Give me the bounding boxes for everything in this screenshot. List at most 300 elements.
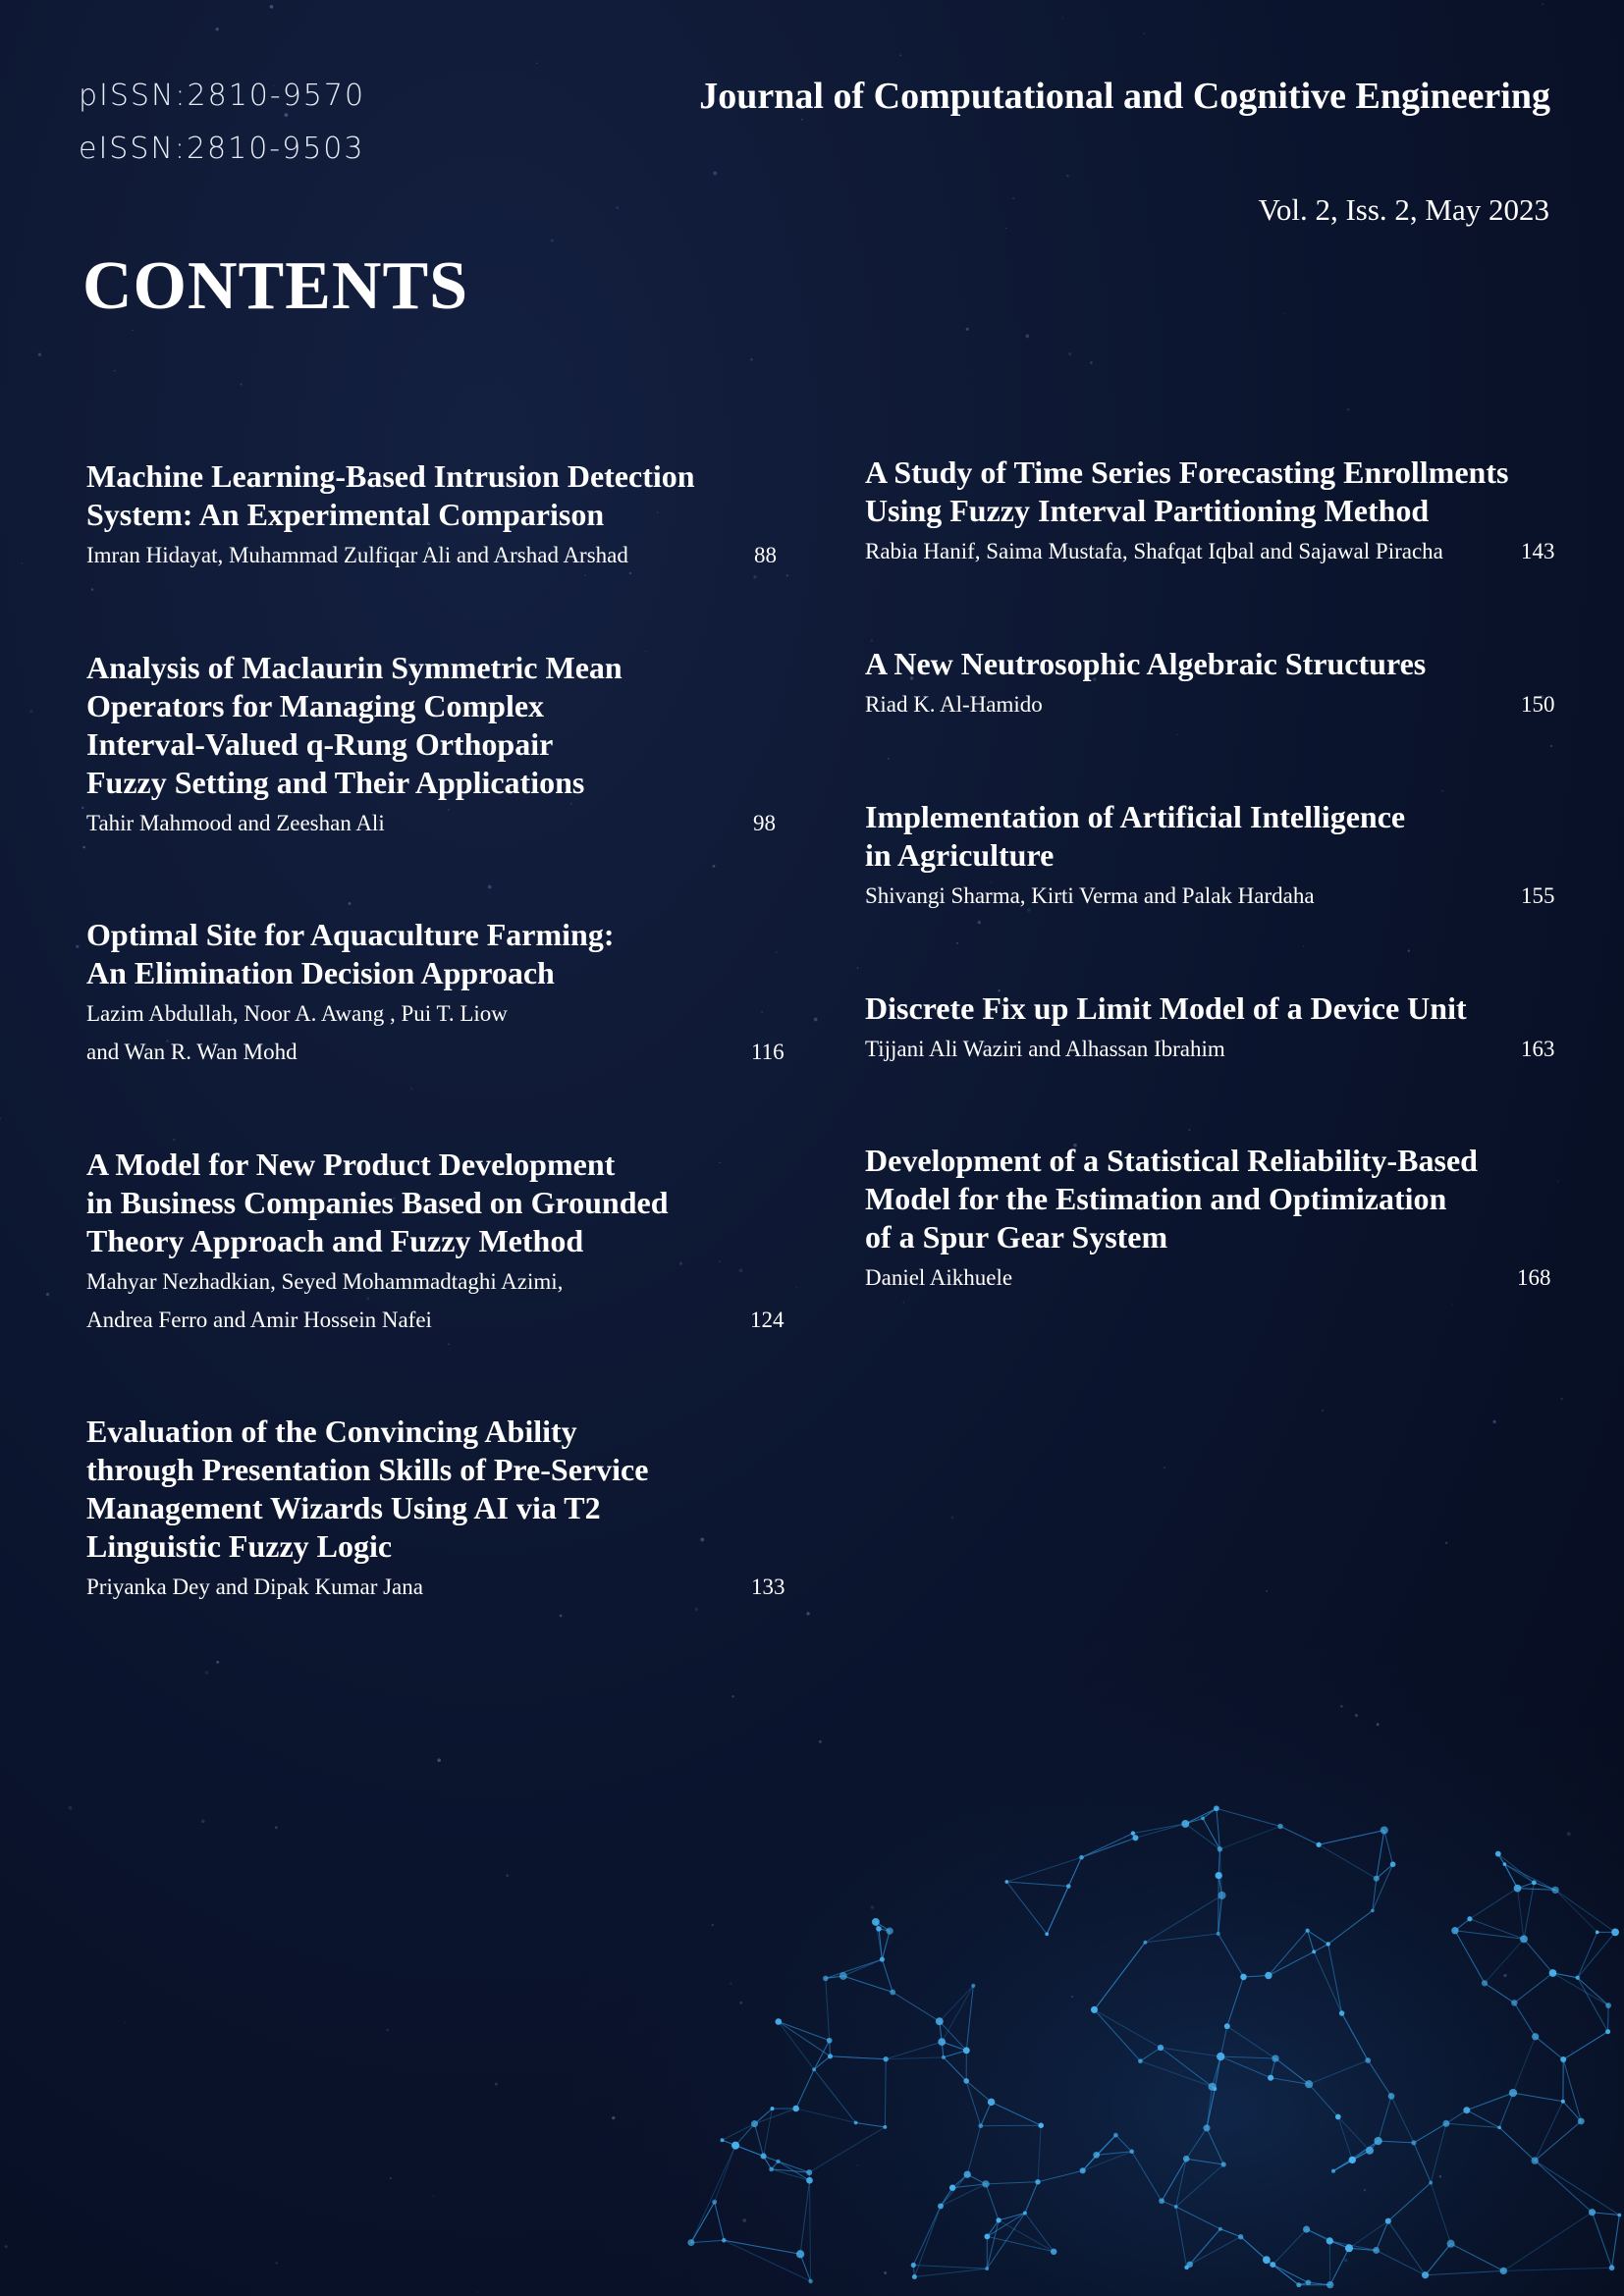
network-node <box>771 2107 775 2110</box>
toc-entry[interactable] <box>865 989 1555 1068</box>
star-dot <box>719 1261 720 1262</box>
article-title[interactable] <box>865 454 1508 530</box>
network-node <box>806 2169 812 2175</box>
network-node <box>1306 2279 1312 2285</box>
article-title[interactable] <box>86 457 695 534</box>
star-dot <box>1025 335 1029 339</box>
network-node <box>1366 2147 1374 2155</box>
author-line: Tijjani Ali Waziri and Alhassan Ibrahim <box>865 1037 1225 1061</box>
star-dot <box>1188 1129 1190 1131</box>
network-node <box>1132 1835 1138 1841</box>
network-node <box>1224 2023 1230 2029</box>
star-dot <box>742 2218 746 2222</box>
star-dot <box>411 1088 412 1089</box>
star-dot <box>776 951 777 952</box>
network-node <box>1265 1972 1272 1979</box>
toc-entry[interactable] <box>865 454 1555 570</box>
star-dot <box>5 2245 8 2248</box>
toc-entry[interactable] <box>865 1142 1551 1297</box>
star-dot <box>761 1011 763 1013</box>
author-line: Shivangi Sharma, Kirti Verma and Palak Hardaha <box>865 883 1315 908</box>
network-node <box>1306 1929 1310 1933</box>
network-node <box>1066 1884 1071 1889</box>
star-dot <box>819 1740 822 1743</box>
author-line: Lazim Abdullah, Noor A. Awang , Pui T. Liow <box>86 1001 508 1026</box>
star-dot <box>857 967 859 969</box>
star-dot <box>1090 361 1093 364</box>
globe-glow <box>540 1620 1624 2296</box>
network-node <box>1305 2080 1313 2088</box>
network-node <box>1038 2122 1044 2128</box>
article-title-line: Model for the Estimation and Optimization <box>865 1181 1447 1216</box>
network-node <box>1609 2265 1615 2270</box>
star-dot <box>1347 408 1349 410</box>
network-node <box>1184 2266 1189 2270</box>
network-node <box>1218 1846 1222 1851</box>
network-node <box>1201 1817 1205 1821</box>
network-node <box>1113 2133 1118 2138</box>
star-dot <box>616 206 619 209</box>
star-dot <box>612 2116 615 2119</box>
network-node <box>938 2203 944 2209</box>
page-number: 168 <box>1517 1265 1551 1290</box>
star-dot <box>871 1905 875 1909</box>
network-node <box>988 2099 995 2106</box>
article-title-line: in Agriculture <box>865 837 1055 873</box>
electronic-issn: eISSN:2810-9503 <box>79 132 365 166</box>
star-dot <box>1071 1996 1073 1998</box>
network-node <box>775 2018 782 2025</box>
print-issn: pISSN:2810-9570 <box>79 79 366 113</box>
star-dot <box>1066 175 1069 178</box>
network-node <box>761 2153 767 2159</box>
network-node <box>1605 2002 1611 2008</box>
network-node <box>1532 2033 1539 2040</box>
network-node <box>1272 2055 1278 2061</box>
article-title-line: in Business Companies Based on Grounded <box>86 1185 669 1220</box>
network-node <box>1520 1935 1528 1943</box>
network-node <box>1532 1881 1537 1886</box>
author-line: Daniel Aikhuele <box>865 1265 1013 1290</box>
article-authors <box>86 804 623 842</box>
article-title-line: System: An Experimental Comparison <box>86 497 605 532</box>
network-node <box>1531 2157 1538 2163</box>
network-node <box>1240 1974 1247 1981</box>
article-title[interactable] <box>865 645 1426 683</box>
network-node <box>1331 2169 1335 2173</box>
star-dot <box>814 1018 818 1022</box>
article-title-line: A Model for New Product Development <box>86 1147 616 1182</box>
network-node <box>1214 1805 1219 1811</box>
article-title-line: Management Wizards Using AI via T2 <box>86 1490 601 1525</box>
page-number: 116 <box>751 1040 785 1064</box>
star-dot <box>679 1262 682 1265</box>
network-node <box>1611 1929 1619 1937</box>
network-node <box>1509 2089 1517 2097</box>
article-title-line: Optimal Site for Aquaculture Farming: <box>86 917 615 952</box>
toc-entry[interactable] <box>865 798 1555 915</box>
network-node <box>982 2180 989 2187</box>
star-dot <box>1266 1590 1268 1592</box>
star-dot <box>713 172 717 176</box>
star-dot <box>348 902 351 905</box>
article-authors <box>865 685 1426 723</box>
network-node <box>912 2274 917 2279</box>
network-node <box>1514 1885 1522 1893</box>
network-node <box>963 2047 970 2054</box>
author-line: Mahyar Nezhadkian, Seyed Mohammadtaghi Azimi, <box>86 1269 564 1294</box>
star-dot <box>795 1287 797 1289</box>
network-node <box>1467 1916 1472 1921</box>
network-node <box>1429 2181 1433 2185</box>
star-dot <box>978 921 981 924</box>
star-dot <box>125 2022 126 2023</box>
network-node <box>996 2217 1001 2222</box>
article-authors <box>865 532 1508 570</box>
star-dot <box>46 1293 49 1296</box>
article-title-line: Linguistic Fuzzy Logic <box>86 1528 393 1564</box>
network-node <box>1312 1949 1316 1953</box>
star-dot <box>68 1806 72 1810</box>
star-dot <box>1492 1420 1495 1423</box>
author-line: Rabia Hanif, Saima Mustafa, Shafqat Iqbal and Sajawal Piracha <box>865 539 1443 563</box>
page-number: 155 <box>1521 883 1555 908</box>
network-node <box>1035 2179 1040 2184</box>
network-node <box>823 1976 829 1982</box>
star-dot <box>91 588 94 591</box>
network-node <box>1091 2006 1098 2013</box>
star-dot <box>1408 950 1410 952</box>
star-dot <box>1561 1398 1563 1400</box>
network-node <box>1218 1892 1225 1899</box>
network-node <box>1080 2167 1086 2173</box>
network-node <box>1181 1820 1189 1828</box>
network-node <box>1371 1909 1375 1913</box>
star-dot <box>0 1117 1 1119</box>
network-node <box>1326 2281 1333 2288</box>
page-number: 88 <box>754 543 777 567</box>
network-node <box>1131 1831 1135 1835</box>
article-title[interactable] <box>86 916 614 992</box>
network-node <box>1326 1942 1330 1946</box>
star-dot <box>966 328 969 331</box>
star-dot <box>903 1302 905 1304</box>
star-dot <box>1012 197 1014 199</box>
article-title-line: Operators for Managing Complex <box>86 688 545 723</box>
article-title-line: Theory Approach and Fuzzy Method <box>86 1223 584 1258</box>
network-node <box>1093 2152 1100 2159</box>
network-node <box>1004 1880 1008 1884</box>
star-dot <box>1571 2051 1573 2053</box>
network-node <box>1217 1932 1220 1936</box>
journal-title: Journal of Computational and Cognitive Engineering <box>699 76 1550 117</box>
star-dot <box>536 63 537 64</box>
network-node <box>1143 1941 1147 1945</box>
network-node <box>731 2142 739 2150</box>
page-number: 143 <box>1521 539 1555 563</box>
article-authors <box>86 994 614 1071</box>
star-dot <box>276 2262 278 2264</box>
network-node <box>1497 2126 1501 2130</box>
article-authors <box>86 1568 648 1606</box>
network-node <box>1217 2053 1224 2060</box>
star-dot <box>806 1612 809 1615</box>
article-title[interactable] <box>86 1146 668 1260</box>
network-node <box>963 2078 969 2084</box>
network-node <box>1388 2093 1395 2100</box>
star-dot <box>739 1268 743 1272</box>
star-dot <box>1567 1832 1571 1836</box>
network-node <box>1270 2262 1275 2268</box>
network-edge <box>981 2125 1041 2126</box>
network-node <box>1174 2205 1178 2209</box>
article-authors <box>86 1262 668 1339</box>
star-dot <box>437 1758 441 1762</box>
article-title-line: of a Spur Gear System <box>865 1219 1168 1255</box>
article-authors <box>86 536 695 574</box>
network-node <box>1442 2120 1449 2127</box>
network-node <box>1339 2010 1345 2016</box>
star-dot <box>1144 32 1146 34</box>
network-node <box>1390 1861 1396 1867</box>
star-dot <box>750 358 753 361</box>
star-dot <box>270 5 274 9</box>
star-dot <box>1005 228 1006 229</box>
star-dot <box>275 1826 278 1829</box>
volume-issue-date: Vol. 2, Iss. 2, May 2023 <box>1258 192 1549 227</box>
network-node <box>1511 2000 1518 2006</box>
network-node <box>911 2263 916 2268</box>
star-dot <box>1062 17 1063 18</box>
star-dot <box>1322 1409 1325 1412</box>
network-node <box>1296 2282 1301 2287</box>
author-line: Priyanka Dey and Dipak Kumar Jana <box>86 1575 423 1599</box>
star-dot <box>216 1661 219 1664</box>
network-node <box>1463 2107 1470 2113</box>
network-node <box>808 2279 812 2283</box>
star-dot <box>584 574 586 576</box>
network-node <box>687 2239 694 2246</box>
article-authors <box>865 1258 1478 1297</box>
article-title-line: Discrete Fix up Limit Model of a Device Unit <box>865 990 1467 1026</box>
star-dot <box>884 2271 887 2274</box>
star-dot <box>1445 1542 1447 1544</box>
network-node <box>812 2067 816 2071</box>
toc-entry[interactable] <box>86 916 785 1071</box>
author-line: Riad K. Al-Hamido <box>865 692 1043 717</box>
network-node <box>1373 2247 1380 2254</box>
network-node <box>722 2238 727 2243</box>
network-node <box>1138 2058 1143 2063</box>
article-title[interactable] <box>86 1413 648 1566</box>
star-dot <box>719 1162 720 1163</box>
star-dot <box>448 1344 450 1346</box>
network-node <box>839 1972 847 1980</box>
article-title-line: A New Neutrosophic Algebraic Structures <box>865 646 1427 681</box>
network-node <box>1578 2118 1585 2125</box>
network-node <box>827 2038 833 2044</box>
network-node <box>1482 1980 1488 1986</box>
star-dot <box>433 2195 434 2196</box>
article-title-line: An Elimination Decision Approach <box>86 955 555 990</box>
contents-heading: CONTENTS <box>82 248 469 324</box>
toc-entry[interactable] <box>86 649 776 842</box>
star-dot <box>1303 945 1304 946</box>
network-node <box>1447 2240 1455 2248</box>
star-dot <box>753 575 756 578</box>
article-title[interactable] <box>865 1142 1478 1256</box>
star-dot <box>38 353 41 356</box>
network-node <box>1221 2162 1226 2166</box>
network-node <box>1411 2140 1416 2145</box>
network-edge <box>1608 2005 1609 2032</box>
network-node <box>1183 2156 1190 2163</box>
star-dot <box>201 1819 205 1823</box>
article-title-line: A Study of Time Series Forecasting Enrollments <box>865 454 1509 490</box>
article-title-line: Analysis of Maclaurin Symmetric Mean <box>86 650 623 685</box>
star-dot <box>1451 1305 1452 1306</box>
network-node <box>828 2054 833 2058</box>
article-title-line: Implementation of Artificial Intelligence <box>865 799 1406 834</box>
star-dot <box>1377 1723 1380 1726</box>
network-node <box>792 2106 799 2112</box>
network-node <box>978 2123 983 2128</box>
star-dot <box>700 1537 704 1541</box>
toc-entry[interactable] <box>86 457 777 574</box>
star-dot <box>786 574 788 576</box>
network-node <box>712 2200 717 2205</box>
network-node <box>1596 1931 1599 1935</box>
network-node <box>1023 2212 1027 2216</box>
network-node <box>1503 1862 1507 1866</box>
network-node <box>985 2267 989 2270</box>
star-dot <box>386 2029 389 2032</box>
star-dot <box>801 119 803 121</box>
star-dot <box>1441 790 1443 792</box>
network-node <box>942 2056 946 2059</box>
network-node <box>1551 1887 1558 1894</box>
network-node <box>1051 2249 1056 2255</box>
network-node <box>776 2160 780 2163</box>
article-title[interactable] <box>86 649 623 802</box>
network-node <box>1203 2124 1210 2131</box>
star-dot <box>488 885 492 889</box>
network-node <box>938 2038 946 2046</box>
star-dot <box>730 1982 731 1984</box>
star-dot <box>495 2083 498 2086</box>
network-node <box>1605 2029 1610 2034</box>
article-authors <box>865 877 1405 915</box>
network-node <box>1549 1969 1557 1977</box>
star-dot <box>81 807 83 809</box>
star-dot <box>1557 1181 1558 1182</box>
star-dot <box>1176 734 1177 735</box>
star-dot <box>82 846 85 849</box>
star-dot <box>899 54 901 56</box>
article-title-line: Development of a Statistical Reliability-Based <box>865 1143 1478 1178</box>
star-dot <box>1439 2175 1441 2177</box>
page-number: 98 <box>753 811 776 835</box>
network-node <box>880 1957 885 1962</box>
star-dot <box>21 562 23 564</box>
page-number: 150 <box>1521 692 1555 717</box>
network-node <box>1335 2114 1341 2120</box>
network-node <box>1349 2157 1356 2163</box>
network-node <box>1451 1927 1458 1934</box>
network-node <box>1045 1932 1049 1936</box>
star-dot <box>114 370 115 371</box>
star-dot <box>712 1924 714 1926</box>
network-node <box>1495 1851 1501 1857</box>
star-dot <box>1283 313 1285 315</box>
network-node <box>1209 2083 1217 2091</box>
author-line: Imran Hidayat, Muhammad Zulfiqar Ali and Arshad Arshad <box>86 543 628 567</box>
network-node <box>1159 2198 1164 2204</box>
network-node <box>1158 2045 1164 2051</box>
network-node <box>751 2120 758 2127</box>
star-dot <box>477 2292 478 2293</box>
article-title[interactable] <box>865 989 1467 1028</box>
author-line: Tahir Mahmood and Zeeshan Ali <box>86 811 385 835</box>
star-dot <box>1164 1467 1165 1468</box>
toc-entry[interactable] <box>86 1146 785 1339</box>
network-node <box>1218 2227 1222 2231</box>
article-authors <box>865 1030 1467 1068</box>
network-node <box>1277 1824 1283 1830</box>
network-node <box>1326 2237 1333 2244</box>
star-dot <box>241 384 243 386</box>
star-dot <box>284 113 288 117</box>
star-dot <box>1542 3 1543 5</box>
network-node <box>1561 2100 1565 2104</box>
star-dot <box>76 945 79 948</box>
network-node <box>1576 1976 1580 1980</box>
network-node <box>1500 2268 1507 2274</box>
toc-entry[interactable] <box>865 645 1555 723</box>
star-dot <box>739 2002 742 2004</box>
network-node <box>886 1928 893 1935</box>
star-dot <box>390 2177 392 2179</box>
star-dot <box>560 1615 563 1618</box>
star-dot <box>506 1875 508 1877</box>
star-dot <box>1355 1714 1358 1717</box>
network-node <box>985 2234 991 2240</box>
toc-entry[interactable] <box>86 1413 785 1606</box>
network-node <box>806 2177 813 2184</box>
article-title-line: Interval-Valued q-Rung Orthopair <box>86 726 554 762</box>
article-title[interactable] <box>865 798 1405 875</box>
network-node <box>796 2250 804 2258</box>
star-dot <box>956 942 958 944</box>
star-dot <box>732 1695 734 1697</box>
network-node <box>949 2185 955 2191</box>
star-dot <box>695 1608 698 1611</box>
network-node <box>884 2056 889 2061</box>
star-dot <box>713 865 716 868</box>
network-node <box>964 2171 971 2178</box>
star-dot <box>551 240 554 242</box>
network-node <box>1316 1842 1321 1847</box>
article-title-line: Machine Learning-Based Intrusion Detection <box>86 458 695 494</box>
network-node <box>1263 2256 1271 2264</box>
network-node <box>1617 2214 1621 2217</box>
network-node <box>1129 2150 1134 2155</box>
star-dot <box>871 640 873 642</box>
network-node <box>876 1926 882 1932</box>
author-line: Andrea Ferro and Amir Hossein Nafei <box>86 1308 432 1332</box>
article-title-line: Using Fuzzy Interval Partitioning Method <box>865 493 1430 528</box>
network-node <box>1374 2137 1381 2145</box>
